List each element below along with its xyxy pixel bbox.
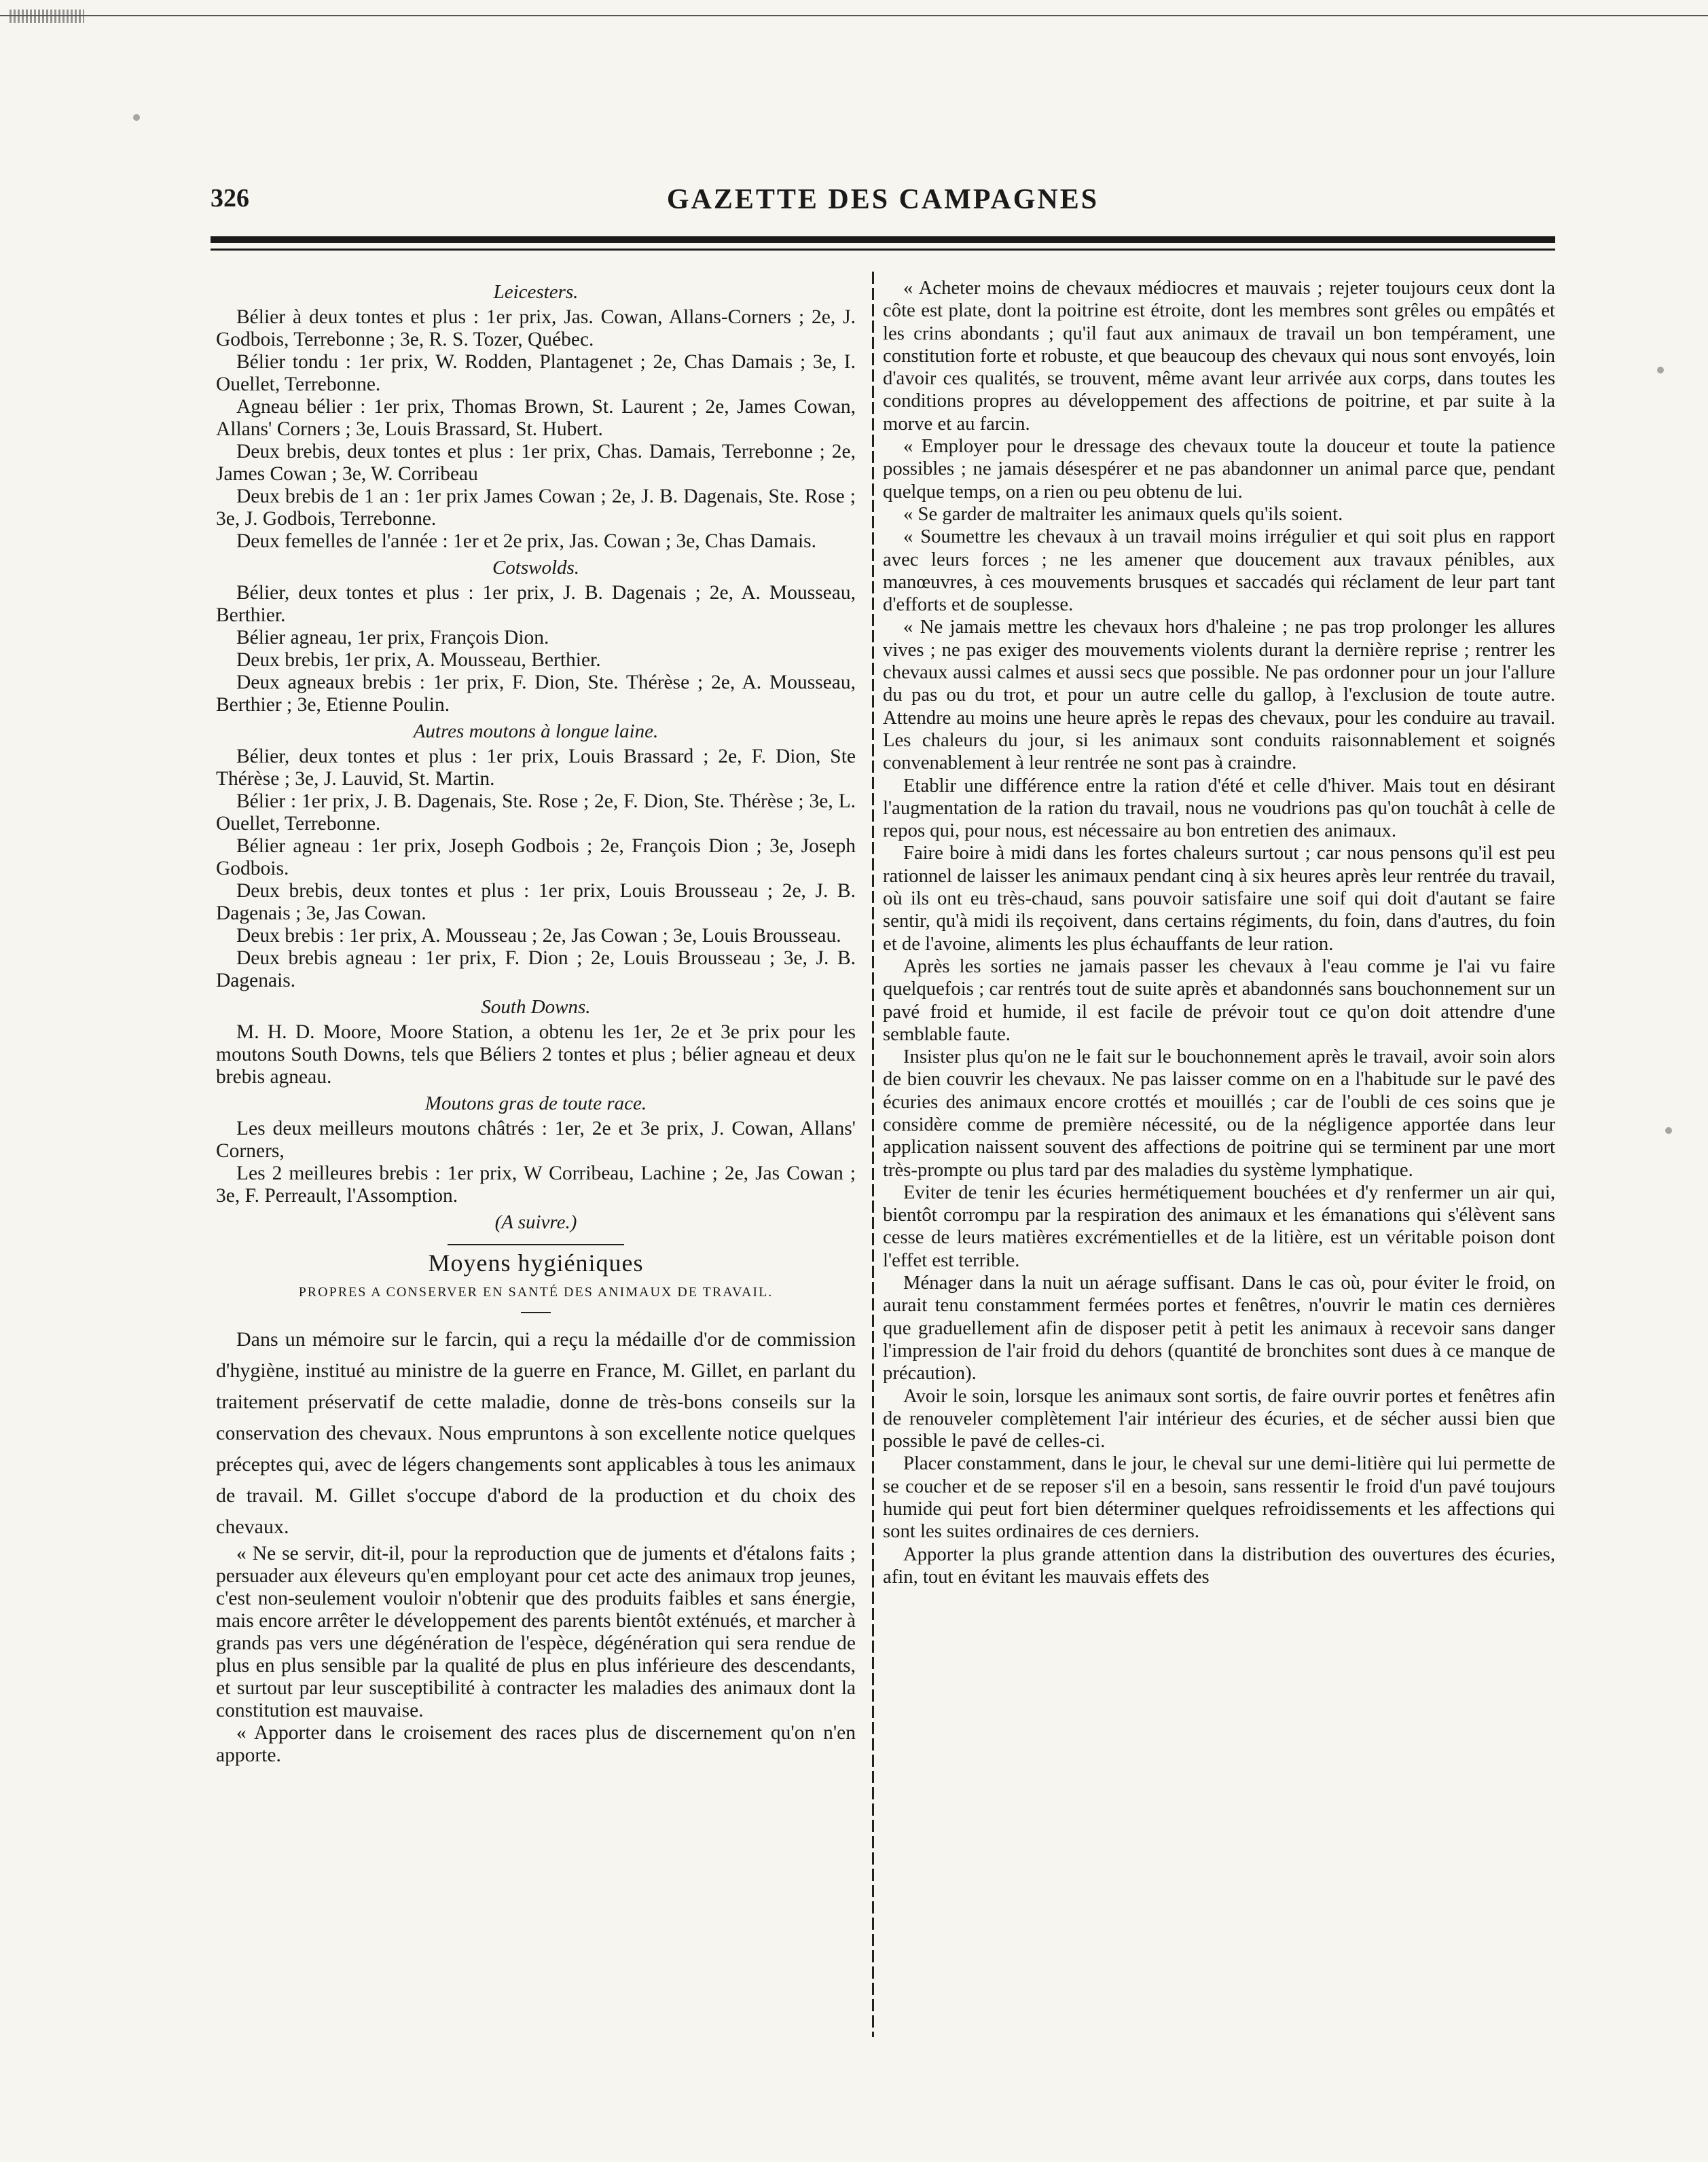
paragraph: Les 2 meilleures brebis : 1er prix, W Corribeau, Lachine ; 2e, Jas Cowan ; 3e, F. Perreault, l'Assomption. <box>216 1162 856 1207</box>
section-heading-autres-moutons: Autres moutons à longue laine. <box>413 720 659 742</box>
page-header <box>204 178 1562 225</box>
paragraph: « Apporter dans le croisement des races plus de discernement qu'on n'en apporte. <box>216 1722 856 1766</box>
header-rule-thin <box>211 249 1555 251</box>
right-column <box>883 277 1555 2042</box>
paragraph: Deux femelles de l'année : 1er et 2e prix, Jas. Cowan ; 3e, Chas Damais. <box>236 530 817 552</box>
scan-top-edge-line <box>0 15 1708 16</box>
section-heading-moutons-gras: Moutons gras de toute race. <box>424 1093 647 1114</box>
column-divider <box>872 272 874 2037</box>
paragraph: Deux brebis, deux tontes et plus : 1er prix, Chas. Damais, Terrebonne ; 2e, James Cowan ; 3e, W. Corribeau <box>216 441 856 485</box>
a-suivre-note: (A suivre.) <box>494 1211 577 1233</box>
paragraph: Agneau bélier : 1er prix, Thomas Brown, St. Laurent ; 2e, James Cowan, Allans' Corners ; 3e, Louis Brassard, St. Hubert. <box>216 396 856 440</box>
paragraph: Bélier, deux tontes et plus : 1er prix, J. B. Dagenais ; 2e, A. Mousseau, Berthier. <box>216 582 856 626</box>
paragraph: Avoir le soin, lorsque les animaux sont sortis, de faire ouvrir portes et fenêtres afin de renouveler complètement l'air intérieur des écuries, et de sécher aussi bien que possible le pavé de celles-ci. <box>883 1385 1555 1452</box>
article-title: Moyens hygiéniques <box>428 1249 644 1277</box>
section-heading-cotswolds: Cotswolds. <box>492 557 580 579</box>
paragraph: « Ne se servir, dit-il, pour la reproduction que de juments et d'étalons faits ; persuader aux éleveurs qu'en employant pour cet acte des animaux trop jeunes, c'est non-seulement vouloir n'obtenir que des produits faibles et sans énergie, mais encore arrêter le développement des parents bientôt exténués, et marcher à grands pas vers une dégénération de l'espèce, dégénération qui sera rendue de plus en plus sensible par la qualité de plus en plus inférieure des descendants, et surtout par leur susceptibilité à contracter les maladies des animaux dont la constitution est mauvaise. <box>216 1543 856 1721</box>
margin-speck <box>1665 1127 1672 1134</box>
article-dash <box>521 1312 551 1313</box>
paragraph: « Employer pour le dressage des chevaux toute la douceur et toute la patience possibles ; ne jamais désespérer et ne pas abandonner un animal parce que, pendant quelque temps, on a rien ou peu obtenu de lui. <box>883 435 1555 502</box>
paragraph: Eviter de tenir les écuries hermétiquement bouchées et d'y renfermer un air qui, bientôt corrompu par la respiration des animaux et les émanations qui s'élèvent sans cesse de leurs matières excrémentielles et de la litière, est un véritable poison dont l'effet est terrible. <box>883 1181 1555 1271</box>
paragraph: Deux brebis agneau : 1er prix, F. Dion ; 2e, Louis Brousseau ; 3e, J. B. Dagenais. <box>216 947 856 991</box>
left-column <box>216 277 856 2042</box>
paragraph: Bélier, deux tontes et plus : 1er prix, Louis Brassard ; 2e, F. Dion, Ste Thérèse ; 3e, J. Lauvid, St. Martin. <box>216 746 856 790</box>
paragraph: Bélier agneau : 1er prix, Joseph Godbois ; 2e, François Dion ; 3e, Joseph Godbois. <box>216 835 856 879</box>
article-subtitle: PROPRES A CONSERVER EN SANTÉ DES ANIMAUX DE TRAVAIL. <box>298 1285 774 1300</box>
section-heading-leicesters: Leicesters. <box>493 281 579 303</box>
paragraph: Bélier : 1er prix, J. B. Dagenais, Ste. Rose ; 2e, F. Dion, Ste. Thérèse ; 3e, L. Ouellet, Terrebonne. <box>216 790 856 835</box>
paragraph: Placer constamment, dans le jour, le cheval sur une demi-litière qui lui permette de se coucher et de se reposer s'il en a besoin, sans ressentir le froid d'un pavé toujours humide qui peut fort bien déterminer quelques refroidissements et les affections qui sont les suites ordinaires de ces derniers. <box>883 1452 1555 1543</box>
paragraph: « Soumettre les chevaux à un travail moins irrégulier et qui soit plus en rapport avec leurs forces ; ne les amener que doucement aux travaux pénibles, aux manœuvres, à ces mouvements brusques et saccadés qui réclament de leur part tant d'efforts et de souplesse. <box>883 526 1555 616</box>
paragraph: « Ne jamais mettre les chevaux hors d'haleine ; ne pas trop prolonger les allures vives ; ne pas exiger des mouvements violents durant la dernière reprise ; rentrer les chevaux aussi calmes et aussi secs que possible. Ne pas ordonner pour un jour l'allure du pas ou du trot, et pour un autre celle du gallop, à l'exclusion de toute autre. Attendre au moins une heure après le repas des chevaux, pour les conduire au travail. Les chaleurs du jour, si les animaux sont conduits raisonnablement et soignés convenablement à leur rentrée ne sont pas à craindre. <box>883 616 1555 774</box>
paragraph: Les deux meilleurs moutons châtrés : 1er, 2e et 3e prix, J. Cowan, Allans' Corners, <box>216 1118 856 1162</box>
paragraph: Ménager dans la nuit un aérage suffisant. Dans le cas où, pour éviter le froid, on aurait tenu constamment fermées portes et fenêtres, n'ouvrir le matin ces dernières que graduellement afin de disposer petit à petit les animaux à recevoir sans danger l'impression de l'air froid du dehors (quantité de bronchites sont dues à ce manque de précaution). <box>883 1272 1555 1385</box>
paragraph: Apporter la plus grande attention dans la distribution des ouvertures des écuries, afin, tout en évitant les mauvais effets des <box>883 1543 1555 1588</box>
newspaper-title: GAZETTE DES CAMPAGNES <box>666 184 1100 215</box>
paragraph: Bélier tondu : 1er prix, W. Rodden, Plantagenet ; 2e, Chas Damais ; 3e, I. Ouellet, Terrebonne. <box>216 351 856 395</box>
paragraph: Après les sorties ne jamais passer les chevaux à l'eau comme je l'ai vu faire quelquefois ; car rentrés tout de suite après et abandonnés sans bouchonnement sur un pavé froid et humide, il est facile de prévoir tout ce qu'on doit attendre d'une semblable faute. <box>883 955 1555 1045</box>
margin-speck <box>1657 367 1664 373</box>
article-intro: Dans un mémoire sur le farcin, qui a reçu la médaille d'or de commission d'hygiène, institué au ministre de la guerre en France, M. Gillet, en parlant du traitement préservatif de cette maladie, donne de très-bons conseils sur la conservation des chevaux. Nous empruntons à son excellente notice quelques préceptes qui, avec de légers changements sont applicables à tous les animaux de travail. M. Gillet s'occupe d'abord de la production et du choix des chevaux. <box>216 1328 856 1538</box>
paragraph: Insister plus qu'on ne le fait sur le bouchonnement après le travail, avoir soin alors de bien couvrir les chevaux. Ne pas laisser comme on en a l'habitude sur le pavé des écuries des animaux encore crottés et mouillés ; car de l'oubli de ces soins que je considère comme de première nécessité, ou de la négligence apportée dans leur application naissent souvent des affections de poitrine qui se terminent par une mort très-prompte ou plus tard par des maladies du système lymphatique. <box>883 1046 1555 1181</box>
scan-corner-mark <box>10 10 84 23</box>
margin-speck <box>133 114 140 121</box>
paragraph: Faire boire à midi dans les fortes chaleurs surtout ; car nous pensons qu'il est peu rationnel de laisser les animaux pendant cinq à six heures après leur rentrée du travail, où ils ont eu très-chaud, sans pouvoir satisfaire une soif qui doit d'autant se faire sentir, qu'à midi ils reçoivent, dans certains régiments, du foin, dans d'autres, du foin et de l'avoine, aliments les plus échauffants de leur ration. <box>883 842 1555 955</box>
section-heading-south-downs: South Downs. <box>481 996 591 1018</box>
paragraph: M. H. D. Moore, Moore Station, a obtenu les 1er, 2e et 3e prix pour les moutons South Downs, tels que Béliers 2 tontes et plus ; bélier agneau et deux brebis agneau. <box>216 1021 856 1088</box>
paragraph: Bélier à deux tontes et plus : 1er prix, Jas. Cowan, Allans-Corners ; 2e, J. Godbois, Terrebonne ; 3e, R. S. Tozer, Québec. <box>216 306 856 350</box>
article-separator-rule <box>448 1244 624 1245</box>
paragraph: Deux agneaux brebis : 1er prix, F. Dion, Ste. Thérèse ; 2e, A. Mousseau, Berthier ; 3e, Etienne Poulin. <box>216 672 856 716</box>
header-rule-thick <box>211 236 1555 243</box>
paragraph: « Se garder de maltraiter les animaux quels qu'ils soient. <box>903 502 1343 525</box>
paragraph: Deux brebis : 1er prix, A. Mousseau ; 2e, Jas Cowan ; 3e, Louis Brousseau. <box>236 925 841 947</box>
paragraph: Bélier agneau, 1er prix, François Dion. <box>236 627 549 648</box>
paragraph: Deux brebis, deux tontes et plus : 1er prix, Louis Brousseau ; 2e, J. B. Dagenais ; 3e, Jas Cowan. <box>216 880 856 924</box>
page-number: 326 <box>211 184 249 213</box>
paragraph: Deux brebis de 1 an : 1er prix James Cowan ; 2e, J. B. Dagenais, Ste. Rose ; 3e, J. Godbois, Terrebonne. <box>216 485 856 530</box>
paragraph: Etablir une différence entre la ration d'été et celle d'hiver. Mais tout en désirant l'augmentation de la ration du travail, nous ne voudrions pas qu'on touchât à celle de repos qui, pour nous, est nécessaire au bon entretien des animaux. <box>883 774 1555 842</box>
paragraph: « Acheter moins de chevaux médiocres et mauvais ; rejeter toujours ceux dont la côte est plate, dont la poitrine est étroite, dont les membres sont grêles ou empâtés et les crins abondants ; qu'il faut aux animaux de travail un bon tempérament, une constitution forte et robuste, et que beaucoup des chevaux qui nous sont envoyés, loin d'avoir ces qualités, se trouvent, même avant leur arrivée aux corps, dans toutes les conditions propres au développement des affections de poitrine, et par suite à la morve et au farcin. <box>883 277 1555 435</box>
paragraph: Deux brebis, 1er prix, A. Mousseau, Berthier. <box>236 649 601 671</box>
